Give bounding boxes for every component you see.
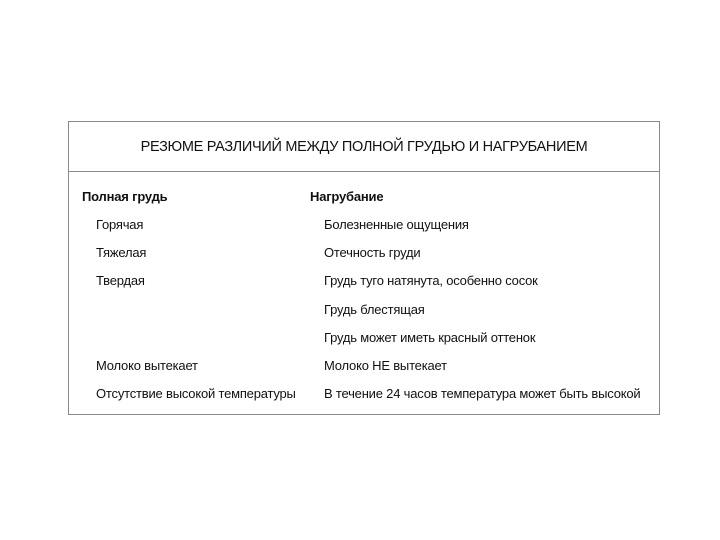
- full-breast-row: Молоко вытекает: [96, 357, 198, 373]
- engorgement-row: Отечность груди: [324, 245, 421, 261]
- full-breast-header: Полная грудь: [82, 189, 168, 204]
- full-breast-column: [82, 183, 296, 408]
- table-title: РЕЗЮМЕ РАЗЛИЧИЙ МЕЖДУ ПОЛНОЙ ГРУДЬЮ И НАГРУБАНИЕМ: [69, 122, 659, 172]
- engorgement-row: Молоко НЕ вытекает: [324, 357, 447, 373]
- full-breast-row: [82, 324, 296, 352]
- engorgement-header: Нагрубание: [310, 189, 384, 204]
- engorgement-row: Грудь туго натянута, особенно сосок: [324, 273, 538, 289]
- full-breast-row: Отсутствие высокой температуры: [96, 386, 296, 402]
- full-breast-row: Тяжелая: [96, 245, 147, 261]
- summary-table: [68, 121, 660, 415]
- full-breast-row: [82, 296, 296, 324]
- full-breast-row: Горячая: [96, 217, 144, 232]
- engorgement-row: В течение 24 часов температура может быть высокой: [324, 386, 641, 402]
- engorgement-row: Грудь может иметь красный оттенок: [324, 329, 536, 345]
- engorgement-row: Болезненные ощущения: [324, 217, 469, 232]
- full-breast-row: Твердая: [96, 273, 145, 289]
- engorgement-column: [310, 183, 640, 408]
- engorgement-row: Грудь блестящая: [324, 301, 425, 317]
